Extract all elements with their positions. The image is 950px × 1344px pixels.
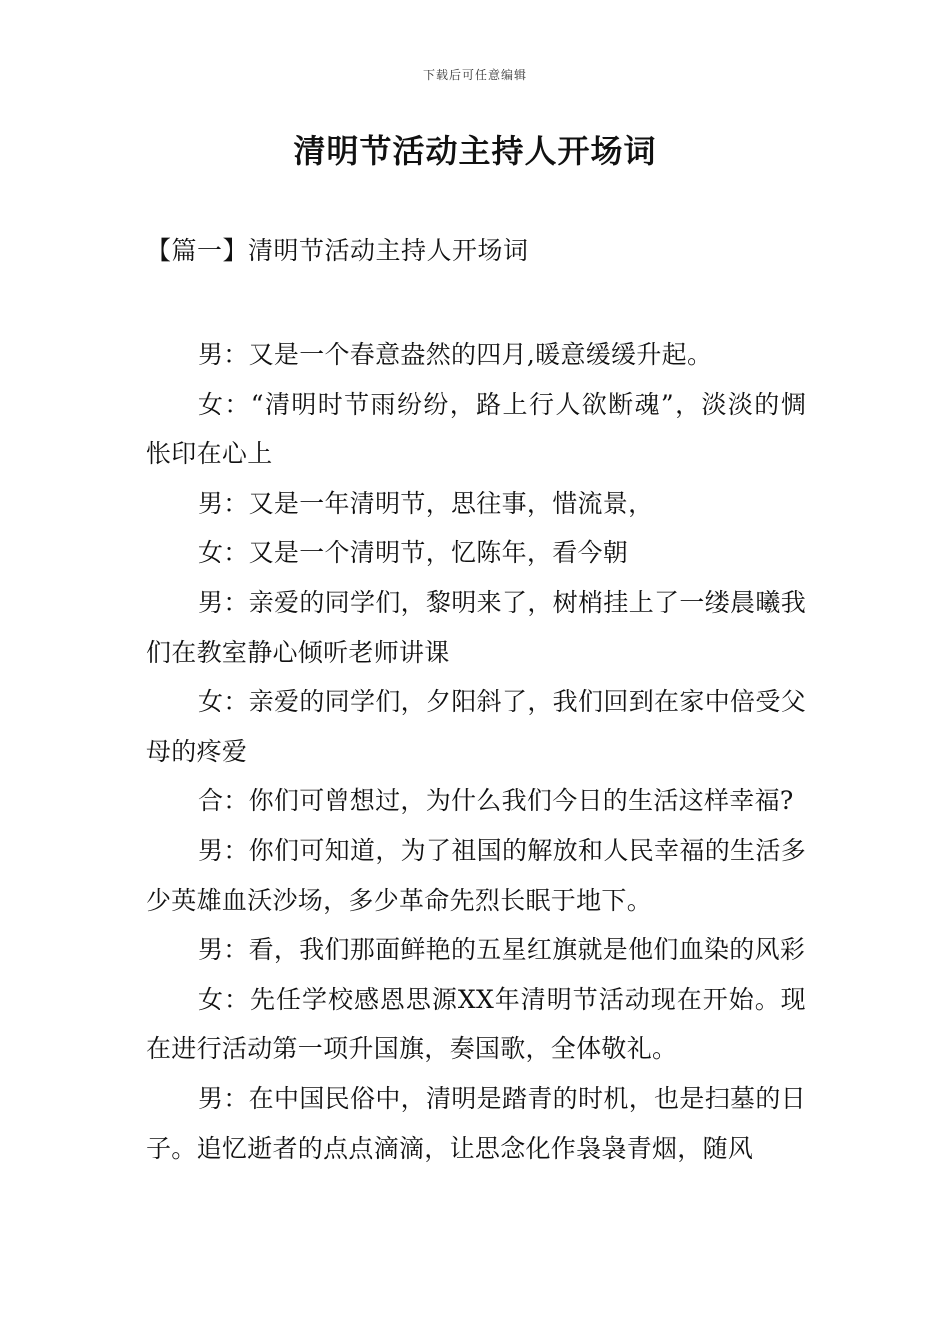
paragraph: 女：亲爱的同学们，夕阳斜了，我们回到在家中倍受父母的疼爱 [146,687,806,766]
paragraph: 女：“清明时节雨纷纷，路上行人欲断魂”，淡淡的惆怅印在心上 [146,389,806,469]
paragraph: 男：看，我们那面鲜艳的五星红旗就是他们血染的风彩 [198,935,806,965]
paragraph: 合：你们可曾想过，为什么我们今日的生活这样幸福? [198,786,794,816]
document-title: 清明节活动主持人开场词 [293,132,657,170]
paragraph: 男：又是一年清明节，思往事，惜流景， [198,488,654,518]
section-heading: 【篇一】清明节活动主持人开场词 [146,236,529,265]
document-body [146,330,806,1173]
paragraph: 女：又是一个清明节，忆陈年，看今朝 [198,538,629,568]
paragraph: 男：又是一个春意盎然的四月,暖意缓缓升起。 [198,340,713,369]
paragraph: 男：在中国民俗中，清明是踏青的时机，也是扫墓的日子。追忆逝者的点点滴滴，让思念化作袅袅青烟，随风 [146,1083,806,1163]
paragraph: 女：先任学校感恩思源XX年清明节活动现在开始。现在进行活动第一项升国旗，奏国歌，全体敬礼。 [146,984,806,1064]
header-note: 下载后可任意编辑 [422,68,527,82]
paragraph: 男：亲爱的同学们，黎明来了，树梢挂上了一缕晨曦我们在教室静心倾听老师讲课 [146,587,806,667]
paragraph: 男：你们可知道，为了祖国的解放和人民幸福的生活多少英雄血沃沙场，多少革命先烈长眠于地下。 [146,835,806,915]
